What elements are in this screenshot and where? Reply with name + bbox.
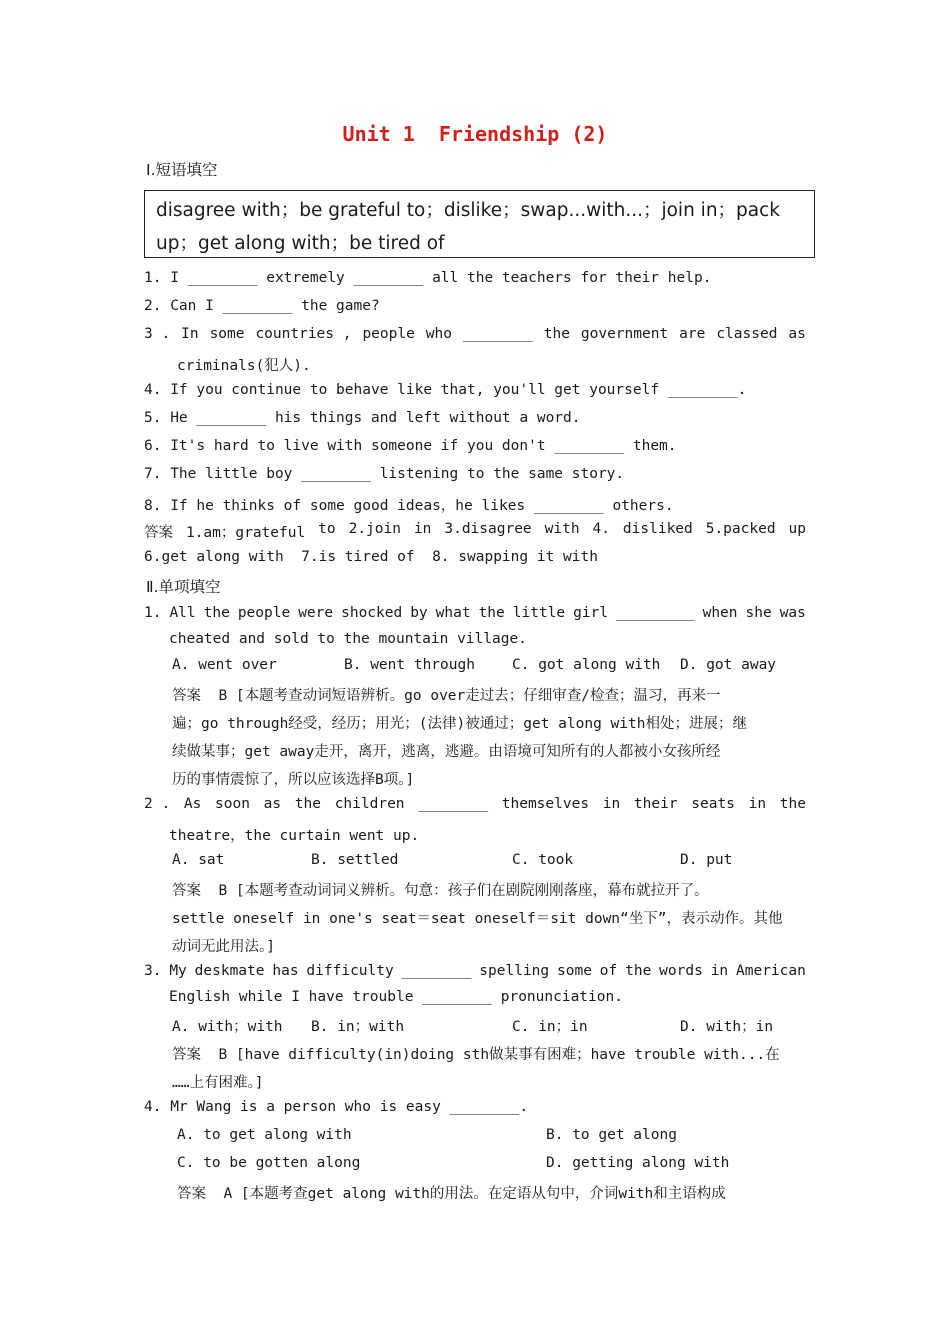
word: the [625,963,652,979]
answer-line: 答案 B [have difficulty(in)doing sth做某事有困难；have trouble with...在 [172,1047,780,1063]
word: of [599,963,618,979]
question-line: 7. The little boy ________ listening to the same story. [144,466,625,482]
word: themselves [501,796,590,812]
answer-line: 历的事情震惊了，所以应该选择B项。] [172,772,415,788]
question-line: 6. It's hard to live with someone if you don't ________ them. [144,438,677,454]
word: spelling [479,963,550,979]
word: classed [716,326,778,342]
answer-line: 动词无此用法。] [172,939,275,955]
word: the [543,326,570,342]
option-b: B. settled [311,852,399,868]
word: American [736,963,806,979]
word: countries , [255,326,352,342]
question-line: 5. He ________ his things and left without a word. [144,410,581,426]
word: up [788,521,806,537]
word: All [169,605,196,621]
word: their [633,796,678,812]
option-a: A. sat [172,852,225,868]
option-d: D. put [680,852,733,868]
question-line: cheated and sold to the mountain village. [169,631,527,647]
word: ________ [462,326,533,342]
word: government [580,326,669,342]
word: _________ [616,605,695,621]
word: who [425,326,452,342]
word: as [788,326,806,342]
word: as [263,796,282,812]
question-line: 8. If he thinks of some good ideas，he likes ________ others. [144,498,674,514]
word: difficulty [306,963,394,979]
word: are [679,326,706,342]
word: the [294,796,322,812]
answer-line: 遍；go through经受，经历；用光；(法律)被通过；get along with相处；进展；继 [172,716,747,732]
word: in [748,796,767,812]
page-title: Unit 1 Friendship (2) [342,122,608,146]
question-line: English while I have trouble ________ pronunciation. [169,989,623,1005]
word: what [435,605,471,621]
word: the [779,796,806,812]
word-box-line: disagree with；be grateful to；dislike；swap...with...；join in；pack [156,200,781,221]
word: in [602,796,621,812]
answer-line-justified [144,521,806,542]
question-line: criminals(犯人). [177,358,311,374]
option-c: C. to be gotten along [177,1155,361,1171]
word: by [410,605,428,621]
answer-line: 答案 A [本题考查get along with的用法。在定语从句中，介词with和主语构成 [177,1186,726,1202]
answer-line: ……上有困难。] [172,1075,264,1091]
word: 答案 [144,525,173,541]
word: has [272,963,299,979]
option-d: D. getting along with [546,1155,730,1171]
option-b: B. to get along [546,1127,677,1143]
question-line-justified [144,963,806,979]
word: deskmate [194,963,265,979]
word: 2 . [144,796,171,812]
question-line-justified [144,326,806,342]
word: girl [573,605,609,621]
word: As [183,796,202,812]
word: with [544,521,580,537]
answer-line: 续做某事；get away走开，离开，逃离，逃避。由语境可知所有的人都被小女孩所经 [172,744,721,760]
word: disliked [622,521,693,537]
word: seats [691,796,735,812]
option-a: A. went over [172,657,277,673]
answer-line: 答案 B [本题考查动词短语辨析。go over走过去；仔细审查/检查；温习，再来一 [172,688,721,704]
word: 1. [144,605,162,621]
word: when [702,605,738,621]
option-d: D. got away [680,657,777,673]
question-line: 4. If you continue to behave like that, you'll get yourself ________. [144,382,747,398]
word-box [144,190,815,258]
question-line-justified [144,605,806,621]
option-d: D. with；in [680,1019,774,1035]
answer-line: 答案 B [本题考查动词词义辨析。句意：孩子们在剧院刚刚落座，幕布就拉开了。 [172,883,709,899]
word: ________ [401,963,472,979]
option-b: B. in；with [311,1019,405,1035]
word: to [318,521,336,537]
word: words [659,963,703,979]
option-c: C. took [512,852,574,868]
word: she [745,605,772,621]
word: in [413,521,432,537]
word: My [169,963,187,979]
word: some [557,963,592,979]
word: soon [215,796,250,812]
question-line: 2. Can I ________ the game? [144,298,380,314]
word: 3.disagree [444,521,532,537]
word: 1.am；grateful [185,525,306,541]
word: children [334,796,405,812]
word: shocked [341,605,403,621]
word: the [478,605,505,621]
section1-heading: Ⅰ.短语填空 [146,161,218,179]
word: in [710,963,729,979]
word: 3. [144,963,162,979]
question-line-justified [144,796,806,812]
question-line: 1. I ________ extremely ________ all the teachers for their help. [144,270,712,286]
word: the [203,605,230,621]
word: people [362,326,415,342]
option-a: A. to get along with [177,1127,352,1143]
word: 4. [592,521,610,537]
word: little [512,605,566,621]
word: In [181,326,199,342]
word: was [779,605,806,621]
option-c: C. in；in [512,1019,588,1035]
section2-heading: Ⅱ.单项填空 [146,578,221,596]
word-box-line: up；get along with；be tired of [156,233,445,254]
word: 2.join [348,521,401,537]
option-b: B. went through [344,657,475,673]
option-c: C. got along with [512,657,661,673]
question-line: theatre，the curtain went up. [169,828,420,844]
word: 5.packed [705,521,776,537]
answer-line: 6.get along with 7.is tired of 8. swapping it with [144,549,598,565]
word: people [237,605,291,621]
word: some [209,326,245,342]
word: 3 . [144,326,171,342]
question-line: 4. Mr Wang is a person who is easy ________. [144,1099,529,1115]
word: were [298,605,334,621]
answer-line: settle oneself in one's seat＝seat oneself＝sit down“坐下”，表示动作。其他 [172,911,783,927]
word: ________ [418,796,489,812]
option-a: A. with；with [172,1019,283,1035]
